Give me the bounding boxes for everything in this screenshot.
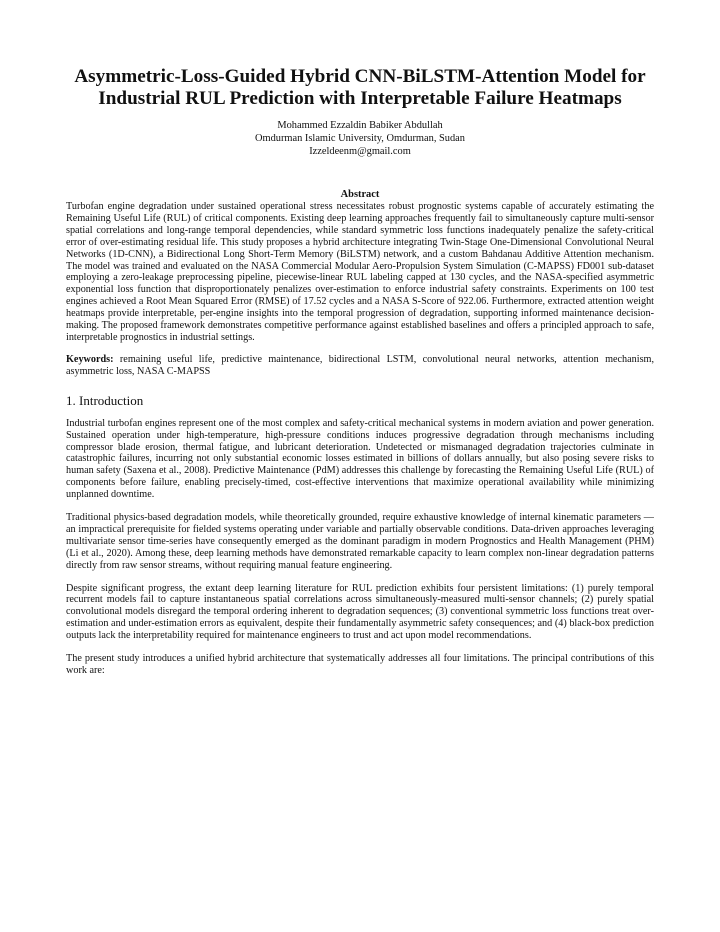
intro-paragraph-2: Traditional physics-based degradation models, while theoretically grounded, require exhaustive knowledge of internal kinematic parameters — an impractical prerequisite for fielded systems operating under variable and partially observable conditions. Data-driven approaches leveraging multivariate sensor time-series have consequently emerged as the dominant paradigm in modern Prognostics and Health Management (PHM) (Li et al., 2020). Among these, deep learning methods have demonstrated remarkable capacity to learn complex non-linear degradation patterns directly from raw sensor streams, without requiring manual feature engineering. bbox=[66, 512, 654, 571]
abstract-heading: Abstract bbox=[340, 189, 380, 200]
intro-paragraph-1: Industrial turbofan engines represent one of the most complex and safety-critical mechanical systems in modern aviation and power generation. Sustained operation under high-temperature, high-pressure conditions induces progressive degradation through mechanisms including compressor blade erosion, thermal fatigue, and lubricant deterioration. Undetected or mismanaged degradation trajectories culminate in catastrophic failures, incurring not only substantial economic losses estimated in billions of dollars annually, but also posing severe risks to human safety (Saxena et al., 2008). Predictive Maintenance (PdM) addresses this challenge by forecasting the Remaining Useful Life (RUL) of components before failure, enabling precisely-timed, cost-effective interventions that maximize operational availability while minimizing unplanned downtime. bbox=[66, 417, 654, 501]
title-line-1: Asymmetric-Loss-Guided Hybrid CNN-BiLSTM-Attention Model for bbox=[74, 66, 646, 87]
intro-paragraph-4: The present study introduces a unified hybrid architecture that systematically addresses all four limitations. The principal contributions of this work are: bbox=[66, 653, 654, 676]
author-email: Izzeldeenm@gmail.com bbox=[309, 146, 411, 157]
intro-paragraph-3: Despite significant progress, the extant deep learning literature for RUL prediction exhibits four persistent limitations: (1) purely temporal recurrent models fail to capture instantaneous spatial correlations across simultaneously-measured multi-sensor channels; (2) purely spatial convolutional models disregard the temporal ordering inherent to degradation sequences; (3) conventional symmetric loss functions treat over-estimation and under-estimation errors as equivalent, despite their fundamentally asymmetric safety consequences; and (4) black-box prediction outputs lack the interpretability required for maintenance engineers to trust and act upon model recommendations. bbox=[66, 582, 654, 642]
keywords-label: Keywords: bbox=[66, 353, 114, 365]
author-name: Mohammed Ezzaldin Babiker Abdullah bbox=[277, 120, 443, 131]
keywords bbox=[66, 354, 654, 378]
paper-title bbox=[66, 66, 654, 110]
author-affiliation: Omdurman Islamic University, Omdurman, Sudan bbox=[255, 133, 465, 144]
keywords-text: remaining useful life, predictive maintenance, bidirectional LSTM, convolutional neural networks, attention mechanism, asymmetric loss, NASA C-MAPSS bbox=[66, 353, 655, 377]
paper-page bbox=[66, 66, 654, 688]
abstract-body: Turbofan engine degradation under sustained operational stress necessitates robust prognostic systems capable of accurately estimating the Remaining Useful Life (RUL) of critical components. Existing deep learning approaches frequently fail to simultaneously capture multi-sensor spatial correlations and long-range temporal dependencies, while standard symmetric loss functions inadequately penalize the safety-critical error of over-estimating residual life. This study proposes a hybrid architecture integrating Twin-Stage One-Dimensional Convolutional Neural Networks (1D-CNN), a Bidirectional Long Short-Term Memory (BiLSTM) network, and a custom Bahdanau Additive Attention mechanism. The model was trained and evaluated on the NASA Commercial Modular Aero-Propulsion System Simulation (C-MAPSS) FD001 sub-dataset employing a zero-leakage preprocessing pipeline, piecewise-linear RUL labeling capped at 130 cycles, and the NASA-specified asymmetric exponential loss function that disproportionately penalizes over-estimation to enforce industrial safety constraints. Experiments on 100 test engines achieved a Root Mean Squared Error (RMSE) of 17.52 cycles and a NASA S-Score of 922.06. Furthermore, extracted attention weight heatmaps provide interpretable, per-engine insights into the temporal progression of degradation, supporting informed maintenance decision-making. The proposed framework demonstrates competitive performance against established baselines and offers a principled approach to safe, interpretable prognostics in industrial settings. bbox=[66, 201, 654, 343]
author-block bbox=[66, 119, 654, 158]
title-line-2: Industrial RUL Prediction with Interpretable Failure Heatmaps bbox=[98, 88, 622, 109]
section-heading-introduction: 1. Introduction bbox=[66, 392, 144, 408]
